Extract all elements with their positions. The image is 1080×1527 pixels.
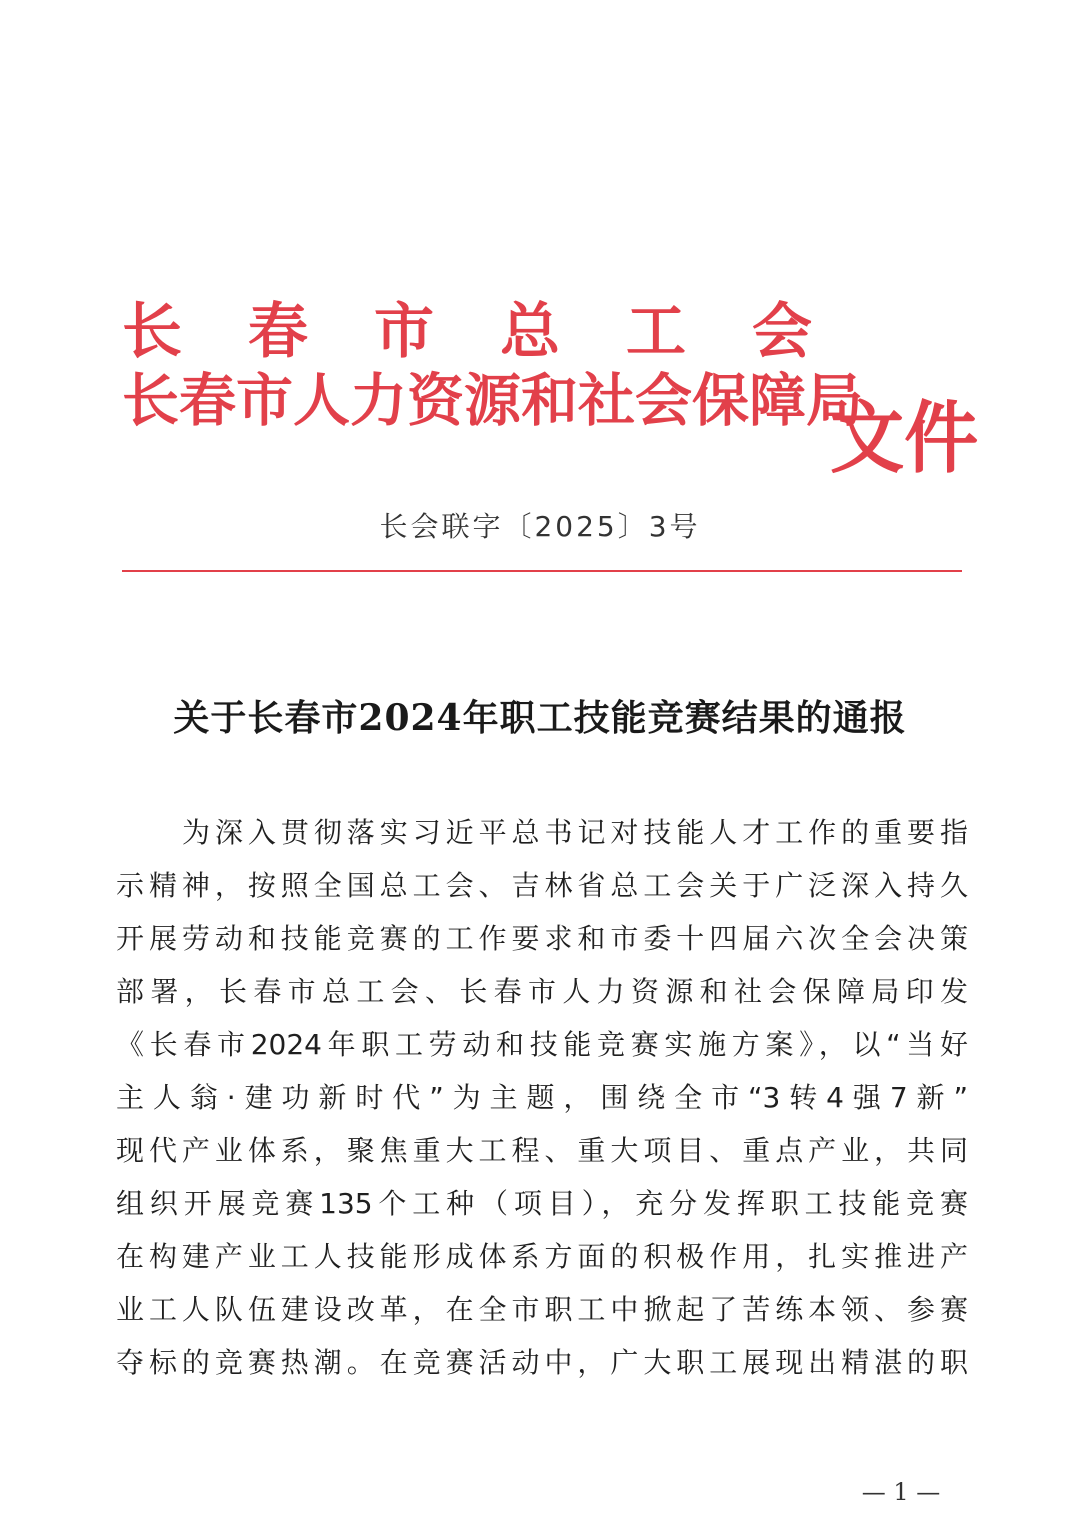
body-line: 部署，长春市总工会、长春市人力资源和社会保障局印发 bbox=[116, 975, 968, 1008]
document-body bbox=[116, 806, 968, 1389]
body-line: 示精神，按照全国总工会、吉林省总工会关于广泛深入持久 bbox=[116, 869, 968, 902]
document-number: 长会联字〔2025〕3号 bbox=[379, 510, 701, 543]
document-title: 关于长春市2024年职工技能竞赛结果的通报 bbox=[173, 697, 907, 739]
red-separator-line bbox=[122, 570, 962, 572]
body-line: 《长春市2024年职工劳动和技能竞赛实施方案》，以“当好 bbox=[116, 1028, 968, 1061]
body-line: 业工人队伍建设改革，在全市职工中掀起了苦练本领、参赛 bbox=[116, 1293, 968, 1326]
body-line: 为深入贯彻落实习近平总书记对技能人才工作的重要指 bbox=[182, 816, 968, 849]
body-line: 组织开展竞赛135个工种（项目），充分发挥职工技能竞赛 bbox=[116, 1187, 968, 1220]
document-type-label: 文件 bbox=[830, 393, 979, 484]
body-line: 夺标的竞赛热潮。在竞赛活动中，广大职工展现出精湛的职 bbox=[116, 1346, 968, 1379]
issuer-name-union: 长春市总工会 bbox=[122, 297, 878, 367]
body-line: 主人翁·建功新时代”为主题，围绕全市“3转4强7新” bbox=[116, 1081, 968, 1114]
body-line: 开展劳动和技能竞赛的工作要求和市委十四届六次全会决策 bbox=[116, 922, 968, 955]
page-number: — 1 — bbox=[861, 1478, 941, 1506]
document-header bbox=[122, 292, 982, 484]
body-line: 在构建产业工人技能形成体系方面的积极作用，扎实推进产 bbox=[116, 1240, 968, 1273]
issuer-name-hr-bureau: 长春市人力资源和社会保障局 bbox=[122, 367, 863, 434]
body-line: 现代产业体系，聚焦重大工程、重大项目、重点产业，共同 bbox=[116, 1134, 968, 1167]
